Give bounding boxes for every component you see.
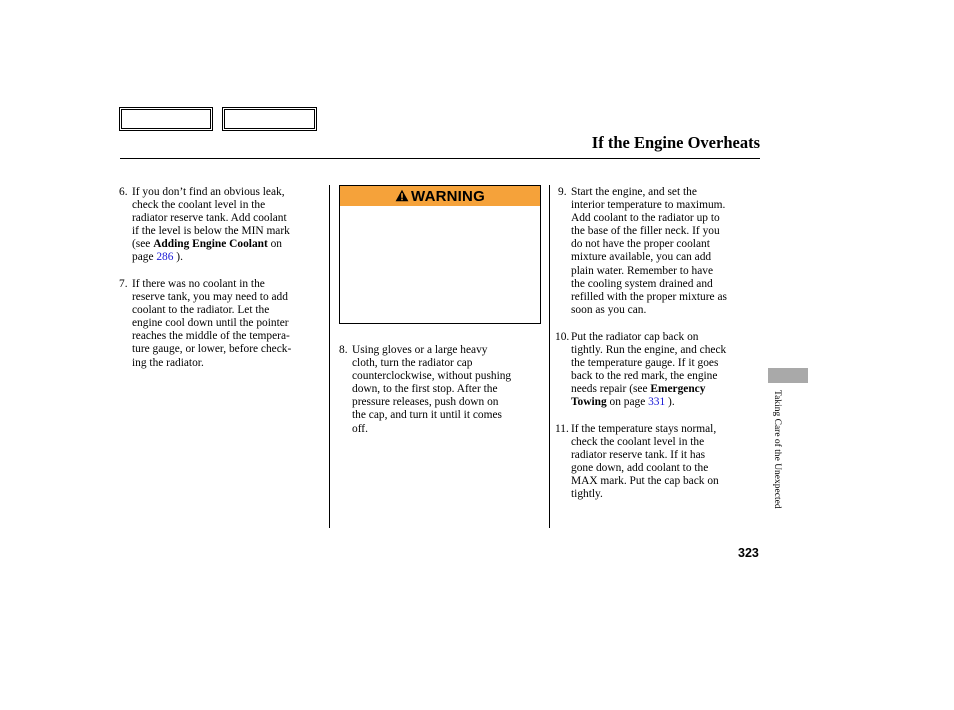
column-divider-left [329,185,330,528]
warning-banner [340,186,540,206]
step-text: If there was no coolant in the reserve tank, you may need to add coolant to the radiator. Let the engine cool down until the pointer reaches the middle of the tempera- ture gauge, or lower, before check- ing the radiator. [132,278,292,369]
chapter-tab-label: Taking Care of the Unexpected [772,390,782,509]
step-number: 7. [119,278,128,290]
page-link-331[interactable]: 331 [648,396,666,409]
step-text: If you don’t find an obvious leak, check the coolant level in the radiator reserve tank. Add coolant if the level is below the MIN mark (see Adding Engine Coolant on page 286 ). [132,186,290,264]
step-number: 8. [339,344,348,356]
column-divider-right [549,185,550,528]
step-number: 11. [555,423,569,435]
warning-triangle-icon [395,189,409,206]
step-text: Start the engine, and set the interior temperature to maximum. Add coolant to the radiator up to the base of the filler neck. If you do not have the proper coolant mixture available, you can add plain water. Remember to have the cooling system drained and refilled with the proper mixture as soon as you can. [571,186,727,316]
page-link-286[interactable]: 286 [156,251,174,264]
step-text: If the temperature stays normal, check the coolant level in the radiator reserve tank. If it has gone down, add coolant to the MAX mark. Put the cap back on tightly. [571,423,719,501]
cross-reference-title: Adding Engine Coolant [153,238,268,251]
step-text: Put the radiator cap back on tightly. Run the engine, and check the temperature gauge. If it goes back to the red mark, the engine needs repair (see Emergency Towing on page 331 ). [571,331,727,409]
warning-label: WARNING [411,187,485,205]
header-divider [120,158,760,159]
step-number: 10. [555,331,570,343]
section-title: If the Engine Overheats [591,133,760,152]
cross-reference-title: Towing [571,396,607,409]
page-number: 323 [738,546,759,560]
step-number: 6. [119,186,128,198]
warning-box [339,185,541,324]
next-page-button[interactable] [222,107,317,131]
chapter-tab[interactable] [768,368,808,383]
previous-page-button[interactable] [119,107,213,131]
cross-reference-title: Emergency [650,383,706,396]
step-text: Using gloves or a large heavy cloth, turn the radiator cap counterclockwise, without pushing down, to the first stop. After the pressure releases, push down on the cap, and turn it until it comes off. [352,344,512,435]
step-number: 9. [558,186,567,198]
